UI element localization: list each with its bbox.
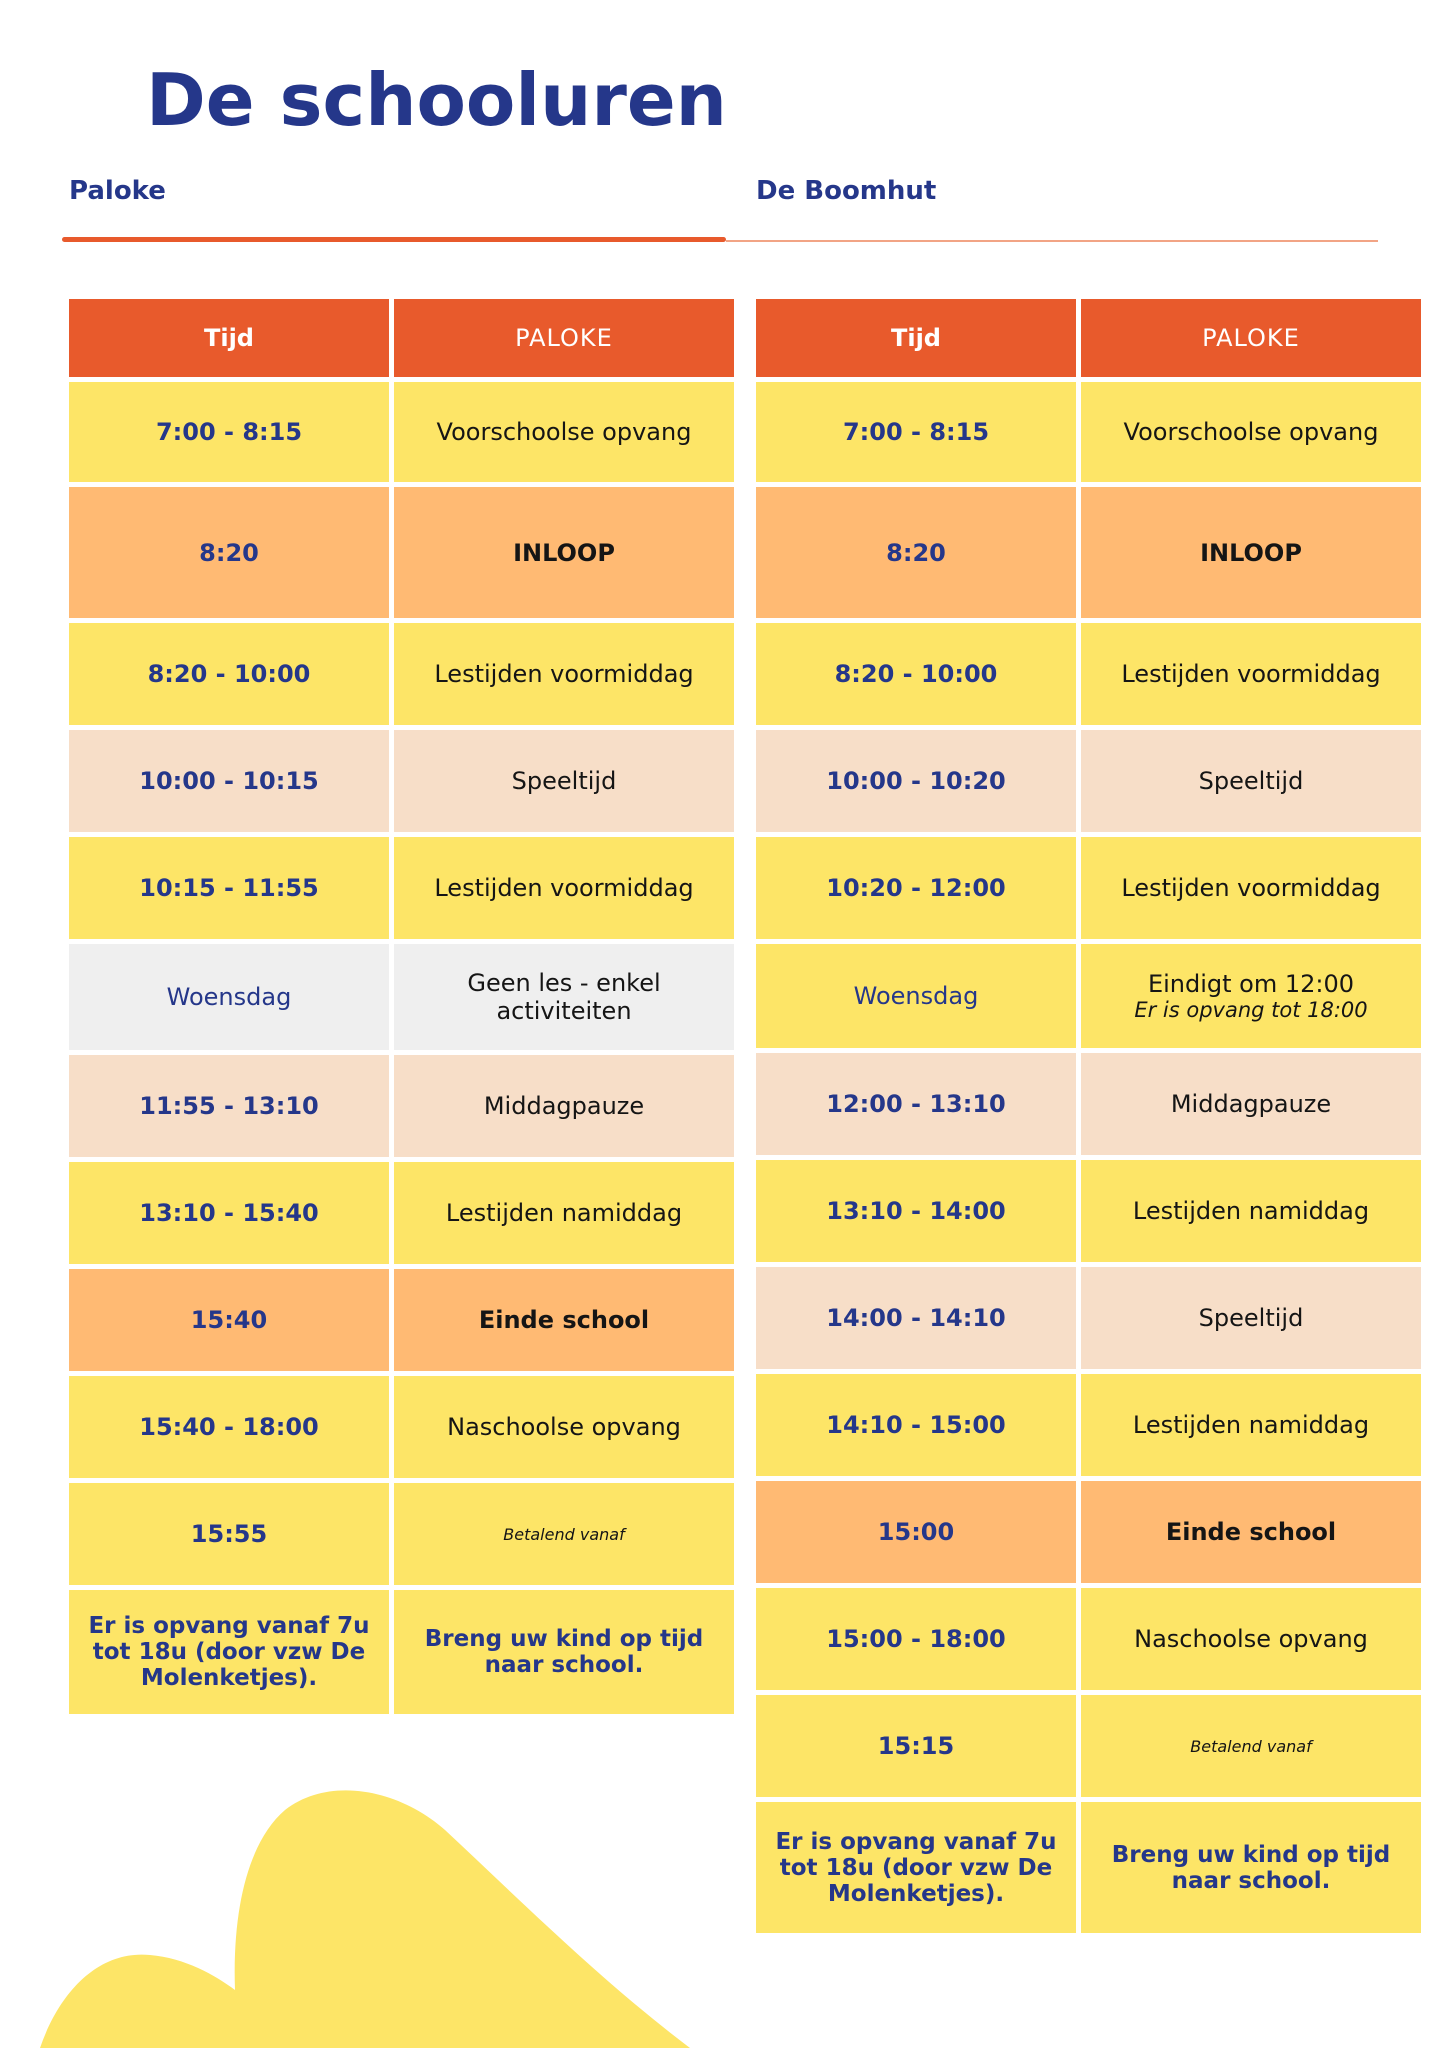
activity-cell: Voorschoolse opvang bbox=[394, 382, 734, 482]
header-activity: PALOKE bbox=[1081, 299, 1421, 377]
table-header-row bbox=[756, 299, 1421, 377]
reminder-note: Breng uw kind op tijd naar school. bbox=[394, 1590, 734, 1714]
table-row bbox=[756, 382, 1421, 482]
schedule-table-de-boomhut bbox=[751, 294, 1426, 1938]
time-cell: 10:00 - 10:15 bbox=[69, 730, 389, 832]
time-cell: 14:10 - 15:00 bbox=[756, 1374, 1076, 1476]
time-cell: 15:40 - 18:00 bbox=[69, 1376, 389, 1478]
opvang-note: Er is opvang vanaf 7u tot 18u (door vzw De Molenketjes). bbox=[69, 1590, 389, 1714]
table-row bbox=[756, 1802, 1421, 1933]
time-cell: Woensdag bbox=[69, 944, 389, 1050]
activity-cell: Naschoolse opvang bbox=[394, 1376, 734, 1478]
table-row bbox=[756, 1267, 1421, 1369]
time-cell: 7:00 - 8:15 bbox=[756, 382, 1076, 482]
activity-cell: Lestijden namiddag bbox=[1081, 1160, 1421, 1262]
activity-cell: Lestijden namiddag bbox=[1081, 1374, 1421, 1476]
table-row bbox=[69, 1162, 734, 1264]
activity-cell: Lestijden voormiddag bbox=[394, 837, 734, 939]
activity-cell: Lestijden voormiddag bbox=[394, 623, 734, 725]
table-row bbox=[69, 382, 734, 482]
time-cell: 8:20 bbox=[69, 487, 389, 618]
table-row bbox=[69, 944, 734, 1050]
table-header-row bbox=[69, 299, 734, 377]
activity-cell: Voorschoolse opvang bbox=[1081, 382, 1421, 482]
table-row bbox=[69, 1590, 734, 1714]
tab-divider-line bbox=[726, 240, 1378, 242]
table-row bbox=[756, 730, 1421, 832]
time-cell: 15:00 - 18:00 bbox=[756, 1588, 1076, 1690]
activity-cell: Lestijden voormiddag bbox=[1081, 837, 1421, 939]
table-row bbox=[756, 944, 1421, 1048]
active-tab-indicator bbox=[62, 237, 726, 242]
time-cell: 10:15 - 11:55 bbox=[69, 837, 389, 939]
table-row bbox=[756, 1481, 1421, 1583]
time-cell: 14:00 - 14:10 bbox=[756, 1267, 1076, 1369]
header-time: Tijd bbox=[69, 299, 389, 377]
activity-cell: Lestijden namiddag bbox=[394, 1162, 734, 1264]
table-row bbox=[756, 1053, 1421, 1155]
time-cell: 15:15 bbox=[756, 1695, 1076, 1797]
time-cell: 8:20 - 10:00 bbox=[69, 623, 389, 725]
time-cell: 11:55 - 13:10 bbox=[69, 1055, 389, 1157]
header-activity: PALOKE bbox=[394, 299, 734, 377]
activity-cell: Betalend vanaf bbox=[394, 1483, 734, 1585]
table-row bbox=[756, 1374, 1421, 1476]
activity-subnote: Er is opvang tot 18:00 bbox=[1134, 998, 1368, 1022]
time-cell: 8:20 bbox=[756, 487, 1076, 618]
time-cell: 10:20 - 12:00 bbox=[756, 837, 1076, 939]
table-row bbox=[756, 487, 1421, 618]
activity-cell: Lestijden voormiddag bbox=[1081, 623, 1421, 725]
time-cell: 12:00 - 13:10 bbox=[756, 1053, 1076, 1155]
table-row bbox=[756, 1160, 1421, 1262]
table-row bbox=[69, 623, 734, 725]
activity-cell: Middagpauze bbox=[394, 1055, 734, 1157]
table-row bbox=[756, 623, 1421, 725]
header-time: Tijd bbox=[756, 299, 1076, 377]
schedule-table-paloke bbox=[64, 294, 739, 1719]
activity-cell: Naschoolse opvang bbox=[1081, 1588, 1421, 1690]
reminder-note: Breng uw kind op tijd naar school. bbox=[1081, 1802, 1421, 1933]
time-cell: 7:00 - 8:15 bbox=[69, 382, 389, 482]
tab-paloke[interactable]: Paloke bbox=[69, 176, 166, 206]
page-title: De schooluren bbox=[146, 58, 727, 142]
table-row bbox=[69, 1269, 734, 1371]
activity-main: Eindigt om 12:00 bbox=[1147, 970, 1355, 998]
time-cell: 13:10 - 15:40 bbox=[69, 1162, 389, 1264]
activity-cell: Einde school bbox=[1081, 1481, 1421, 1583]
activity-cell: Speeltijd bbox=[1081, 730, 1421, 832]
table-row bbox=[69, 487, 734, 618]
tab-de-boomhut[interactable]: De Boomhut bbox=[756, 176, 937, 206]
opvang-note: Er is opvang vanaf 7u tot 18u (door vzw De Molenketjes). bbox=[756, 1802, 1076, 1933]
activity-cell: Speeltijd bbox=[1081, 1267, 1421, 1369]
time-cell: Woensdag bbox=[756, 944, 1076, 1048]
time-cell: 8:20 - 10:00 bbox=[756, 623, 1076, 725]
time-cell: 15:55 bbox=[69, 1483, 389, 1585]
activity-cell: INLOOP bbox=[394, 487, 734, 618]
table-row bbox=[756, 1588, 1421, 1690]
time-cell: 13:10 - 14:00 bbox=[756, 1160, 1076, 1262]
table-row bbox=[69, 730, 734, 832]
time-cell: 15:00 bbox=[756, 1481, 1076, 1583]
activity-cell: INLOOP bbox=[1081, 487, 1421, 618]
activity-cell: Einde school bbox=[394, 1269, 734, 1371]
table-row bbox=[756, 837, 1421, 939]
activity-cell: Middagpauze bbox=[1081, 1053, 1421, 1155]
table-row bbox=[69, 1055, 734, 1157]
table-row bbox=[69, 1376, 734, 1478]
table-row bbox=[756, 1695, 1421, 1797]
table-row bbox=[69, 1483, 734, 1585]
time-cell: 15:40 bbox=[69, 1269, 389, 1371]
activity-cell: Geen les - enkel activiteiten bbox=[394, 944, 734, 1050]
activity-cell bbox=[1081, 944, 1421, 1048]
activity-cell: Speeltijd bbox=[394, 730, 734, 832]
time-cell: 10:00 - 10:20 bbox=[756, 730, 1076, 832]
activity-cell: Betalend vanaf bbox=[1081, 1695, 1421, 1797]
table-row bbox=[69, 837, 734, 939]
